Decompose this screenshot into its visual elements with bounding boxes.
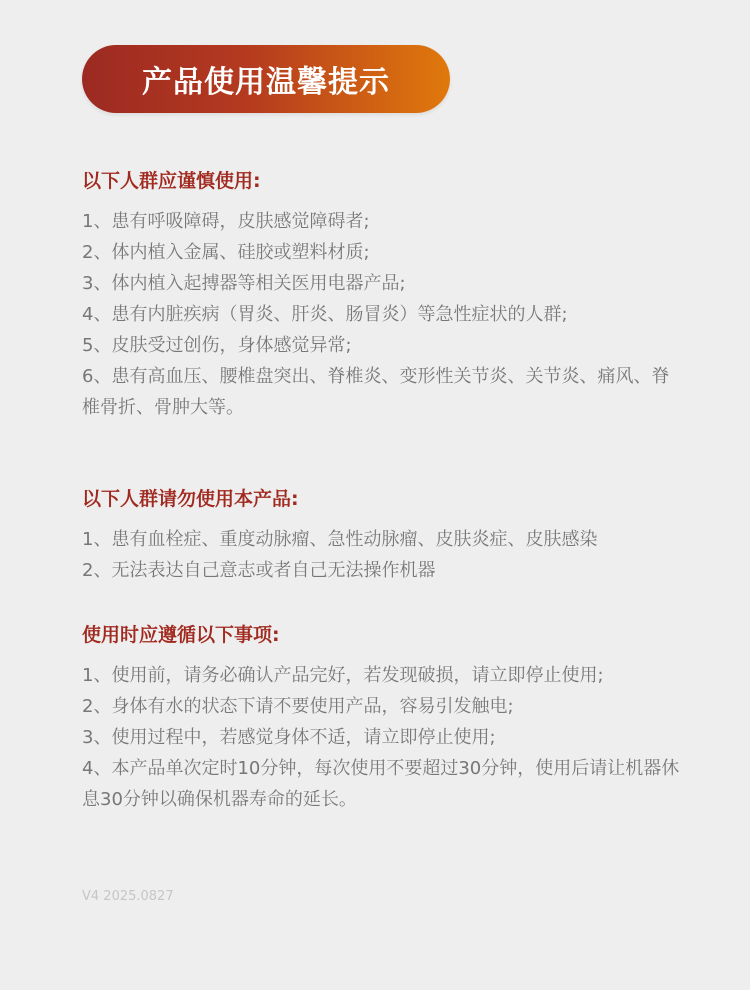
section-caution xyxy=(82,166,682,423)
list-item: 4、患有内脏疾病（胃炎、肝炎、肠冒炎）等急性症状的人群; xyxy=(82,304,568,325)
section-usage-rules xyxy=(82,620,682,815)
list-item: 1、患有血栓症、重度动脉瘤、急性动脉瘤、皮肤炎症、皮肤感染 xyxy=(82,529,598,550)
list-item: 2、体内植入金属、硅胶或塑料材质; xyxy=(82,242,370,263)
title-banner xyxy=(82,45,450,113)
list-item: 6、患有高血压、腰椎盘突出、脊椎炎、变形性关节炎、关节炎、痛风、脊椎骨折、骨肿大等。 xyxy=(82,366,670,418)
page-title: 产品使用温馨提示 xyxy=(142,65,390,100)
list-item: 2、身体有水的状态下请不要使用产品，容易引发触电; xyxy=(82,696,514,717)
section-heading-caution: 以下人群应谨慎使用: xyxy=(82,170,261,192)
list-item: 1、使用前，请务必确认产品完好，若发现破损，请立即停止使用; xyxy=(82,665,604,686)
list-item: 4、本产品单次定时10分钟，每次使用不要超过30分钟，使用后请让机器休息30分钟以确保机器寿命的延长。 xyxy=(82,758,680,810)
section-heading-prohibited: 以下人群请勿使用本产品: xyxy=(82,488,299,510)
list-item: 5、皮肤受过创伤，身体感觉异常; xyxy=(82,335,352,356)
section-prohibited xyxy=(82,484,682,586)
list-item: 3、使用过程中，若感觉身体不适，请立即停止使用; xyxy=(82,727,496,748)
version-label: V4 2025.0827 xyxy=(82,889,174,904)
list-item: 3、体内植入起搏器等相关医用电器产品; xyxy=(82,273,406,294)
list-item: 2、无法表达自己意志或者自己无法操作机器 xyxy=(82,560,436,581)
list-item: 1、患有呼吸障碍，皮肤感觉障碍者; xyxy=(82,211,370,232)
section-heading-usage-rules: 使用时应遵循以下事项: xyxy=(82,624,280,646)
